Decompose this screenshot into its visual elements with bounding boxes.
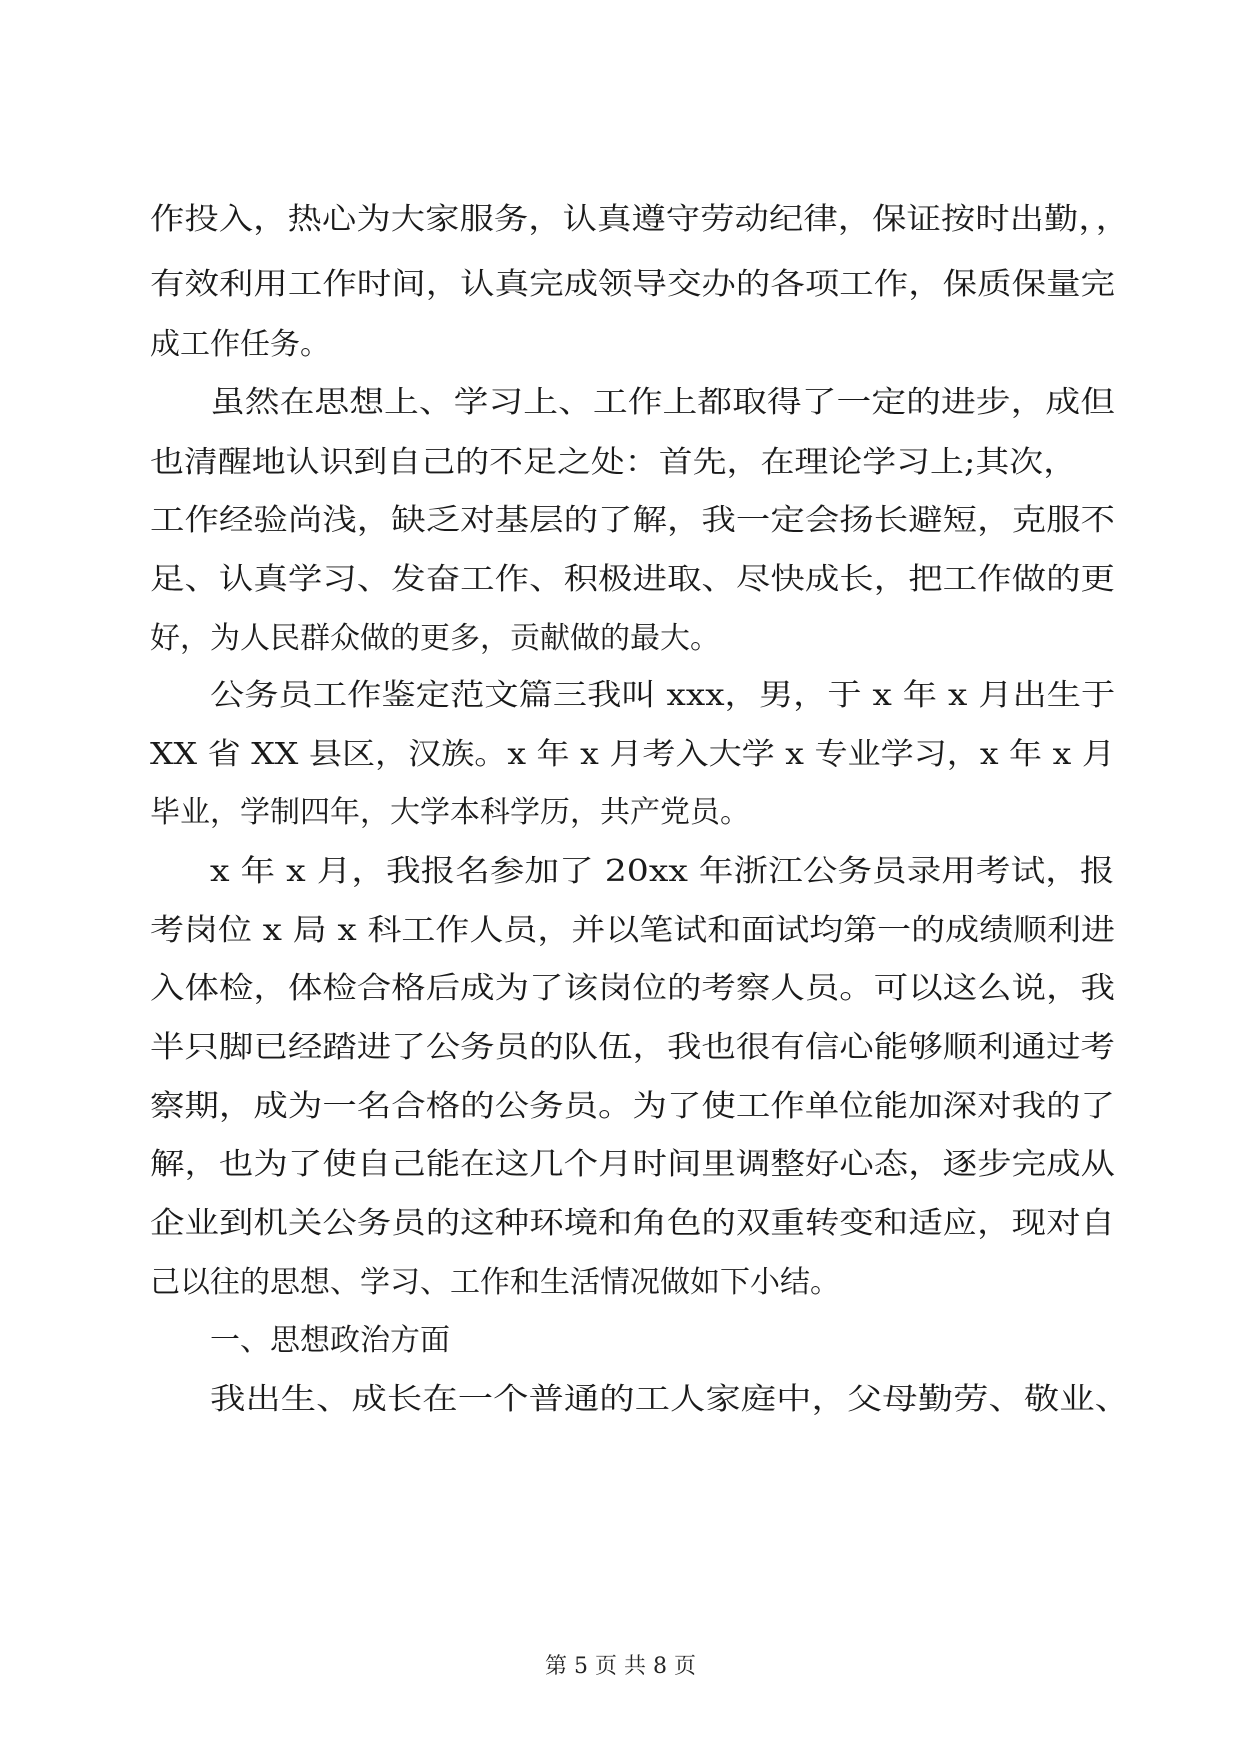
page-footer: 第 5 页 共 8 页 (545, 1654, 696, 1679)
text-line: x 年 x 月，我报名参加了 20xx 年浙江公务员录用考试，报 (210, 854, 1115, 889)
text-line: 半只脚已经踏进了公务员的队伍，我也很有信心能够顺利通过考 (150, 1030, 1115, 1065)
text-line: 也清醒地认识到自己的不足之处：首先，在理论学习上;其次， (150, 445, 1078, 480)
text-line: 我出生、成长在一个普通的工人家庭中，父母勤劳、敬业、 (210, 1382, 1130, 1417)
text-line: 有效利用工作时间，认真完成领导交办的各项工作，保质保量完 (150, 267, 1115, 302)
text-line: 成工作任务。 (150, 327, 330, 362)
text-line: 入体检，体检合格后成为了该岗位的考察人员。可以这么说，我 (150, 971, 1115, 1006)
text-line: 足、认真学习、发奋工作、积极进取、尽快成长，把工作做的更 (150, 562, 1115, 597)
text-line: 企业到机关公务员的这种环境和角色的双重转变和适应，现对自 (150, 1206, 1115, 1241)
text-line: 好，为人民群众做的更多，贡献做的最大。 (150, 621, 720, 656)
text-line: 公务员工作鉴定范文篇三我叫 xxx，男，于 x 年 x 月出生于 (210, 678, 1116, 713)
text-line: 己以往的思想、学习、工作和生活情况做如下小结。 (150, 1265, 840, 1300)
text-line: 解，也为了使自己能在这几个月时间里调整好心态，逐步完成从 (150, 1147, 1115, 1182)
text-line: 作投入，热心为大家服务，认真遵守劳动纪律，保证按时出勤，， (150, 202, 1130, 237)
text-line: 考岗位 x 局 x 科工作人员，并以笔试和面试均第一的成绩顺利进 (150, 913, 1115, 948)
text-line: 虽然在思想上、学习上、工作上都取得了一定的进步，成但 (210, 385, 1115, 420)
text-line: 毕业，学制四年，大学本科学历，共产党员。 (150, 795, 750, 830)
text-line: 察期，成为一名合格的公务员。为了使工作单位能加深对我的了 (150, 1089, 1115, 1124)
section-heading: 一、思想政治方面 (210, 1323, 450, 1358)
text-line: XX 省 XX 县区，汉族。x 年 x 月考入大学 x 专业学习，x 年 x 月 (150, 737, 1115, 772)
text-line: 工作经验尚浅，缺乏对基层的了解，我一定会扬长避短，克服不 (150, 503, 1115, 538)
